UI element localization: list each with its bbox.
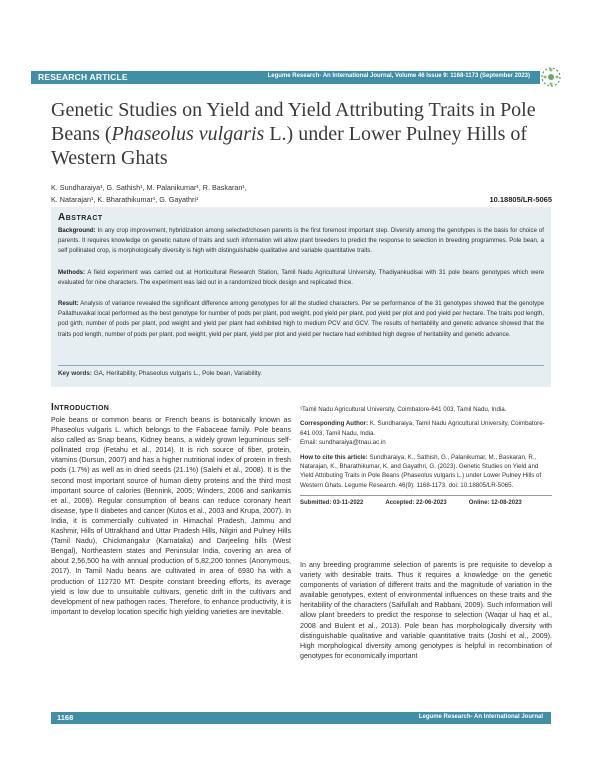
section-heading-introduction: Introduction xyxy=(51,402,110,413)
abstract-background: Background: In any crop improvement, hybridization among selected/chosen parents is the first foremost important step. Diversity among the genotypes is the basis for choice of parents. It requires knowledge on genetic nature of traits and such information will allow plant breeders to predict the response to selection in breeding programmes. Pole bean, a self pollinated crop, is morphologically diversity is high with distinguishable qualitative and variable quantitative traits. xyxy=(58,227,544,255)
citation: How to cite this article: Sundharaiya, K., Sathish, G., Palanikumar, M., Baskaran, R., Natarajan, K., Bharathikumar, K. and Gayathri, G. (2023). Genetic Studies on Yield and Yield Attributing Traits in Pole Beans (Phaseolus vulgaris L.) under Lower Pulney Hills of Western Ghats. Legume Research. 46(9): 1168-1173. doi: 10.18805/LR-5065. xyxy=(300,453,542,489)
title-species: Phaseolus vulgaris xyxy=(111,123,265,145)
abstract-divider xyxy=(58,365,544,366)
journal-logo-icon xyxy=(540,66,562,88)
corresponding-author: Corresponding Author: K. Sundharaiya, Tamil Nadu Agricultural University, Coimbatore-641 003, Tamil Nadu, India. Email: sundharaiya@tnau.ac.in xyxy=(300,420,545,447)
journal-citation: Legume Research- An International Journal, Volume 46 Issue 9: 1168-1173 (September 2023) xyxy=(267,73,530,79)
affiliation: ¹Tamil Nadu Agricultural University, Coimbatore-641 003, Tamil Nadu, India. xyxy=(300,406,507,413)
footer-band xyxy=(51,712,551,724)
abstract-methods: Methods: A field experiment was carried out at Horticultural Research Station, Tamil Nadu Agricultural University, Thadiyankudisai with 31 pole beans genotypes which were evaluated for nine characters. The experiment was laid out in a randomized block design and replicated thice. xyxy=(58,269,544,287)
article-info xyxy=(300,405,552,509)
article-type-label: RESEARCH ARTICLE xyxy=(38,72,128,82)
intro-paragraph: Pole beans or common beans or French beans is botanically known as Phaseolus vulgaris L. which belongs to the Fabaceae family. Pole beans also called as Snap beans, Kidney beans, a widely grown leguminous self-pollinated crop (Fetahu et al., 2014). It is rich source of fiber, protein, vitamins (Dursun, 2007) and has a higher nutritional index of protein in fresh pods (1.7%) as well as in dried seeds (21.1%) (Salehi et al., 2008). It is the second most important source of human dietry proteins and the third most important source of calories (Bennink, 2005; Winders, 2006 and sarikamis et al., 2009). Regular consumption of beans can reduce coronary heart disease, type II diabetes and cancer (Kutos et al., 2003 and Krupa, 2007). In India, it is commercially cultivated in Himachal Pradesh, Jammu and Kashmir, Hills of Uttrakhand and Uttar Pradesh Hills, Nilgiri and Pulney Hills (Tamil Nadu), Chickmangalur (Karnataka) and Darjeeling hills (West Bengal), Northeastern states and Peninsular India, covering an area of about 2,56,500 ha with annual production of 5,82,200 tonnes (Anonymous, 2017). In Tamil Nadu beans are cultivated in area of 6930 ha with a production of 112720 MT. Despite constant breeding efforts, its average yield is low due to unsuitable cultivars, genetic drift in the cultivars and development of new pathogen races. Therefore, to enhance productivity, it is important to develop location specific high yielding varieties are inevitable. xyxy=(51,416,291,616)
abstract-box xyxy=(51,207,551,387)
doi[interactable]: 10.18805/LR-5065 xyxy=(489,195,552,204)
submission-dates: Submitted: 03-11-2022 Accepted: 22-06-2023 Online: 12-08-2023 xyxy=(300,495,552,508)
author-list: K. Sundharaiya¹, G. Sathish¹, M. Palanikumar¹, R. Baskaran¹, K. Natarajan¹, K. Bharathikumar¹, G. Gayathri¹ xyxy=(51,183,247,204)
article-title: Genetic Studies on Yield and Yield Attributing Traits in Pole Beans (Phaseolus vulgaris L.) under Lower Pulney Hills of Western Ghats xyxy=(51,99,536,169)
abstract-heading: Abstract xyxy=(58,212,103,223)
page-number: 1168 xyxy=(57,713,74,722)
right-column-paragraph: In any breeding programme selection of parents is pre requisite to develop a variety with desirable traits. Thus it requires a knowledge on the genetic components of variation of different traits and the magnitude of variation in the available genotypes, extent of environmental influences on these traits and the heritability of the characters (Saifullah and Rabbani, 2009). Such information will allow plant breeders to predict the response to selection (Waqar ul haq et al., 2008 and Bulent et al., 2013). Pole bean has morphologically diversity with distinguishable qualitative and variable quantitative traits (Joshi et al., 2009). High morphological diversity among genotypes is helpful in recombination of genotypes for economically important xyxy=(300,561,552,660)
abstract-result: Result: Analysis of variance revealed the significant difference among genotypes for all the studied characters. Per se performance of the 31 genotypes showed that the genotype Pallathuvaikal local performed as the best genotype for number of pods per plant, pod weight, pod yield per plant, pod yield per plot and pod yield per hectare. The traits pod length, pod girth, number of pods per plant, pod weight and yield per plant had exhibited high to medium PCV and GCV. The results of heritability and genetic advance showed that the traits pod length, number of pods per plant, pod weight, yield per plant, yield per plot and yield per hectare had exhibited high degree of heritability and genetic advance. xyxy=(58,300,544,338)
keywords: Key words: GA, Heritability, Phaseolus vulgaris L., Pole bean, Variability. xyxy=(58,370,263,377)
header-band xyxy=(31,71,540,84)
footer-journal: Legume Research- An International Journal xyxy=(418,714,543,720)
